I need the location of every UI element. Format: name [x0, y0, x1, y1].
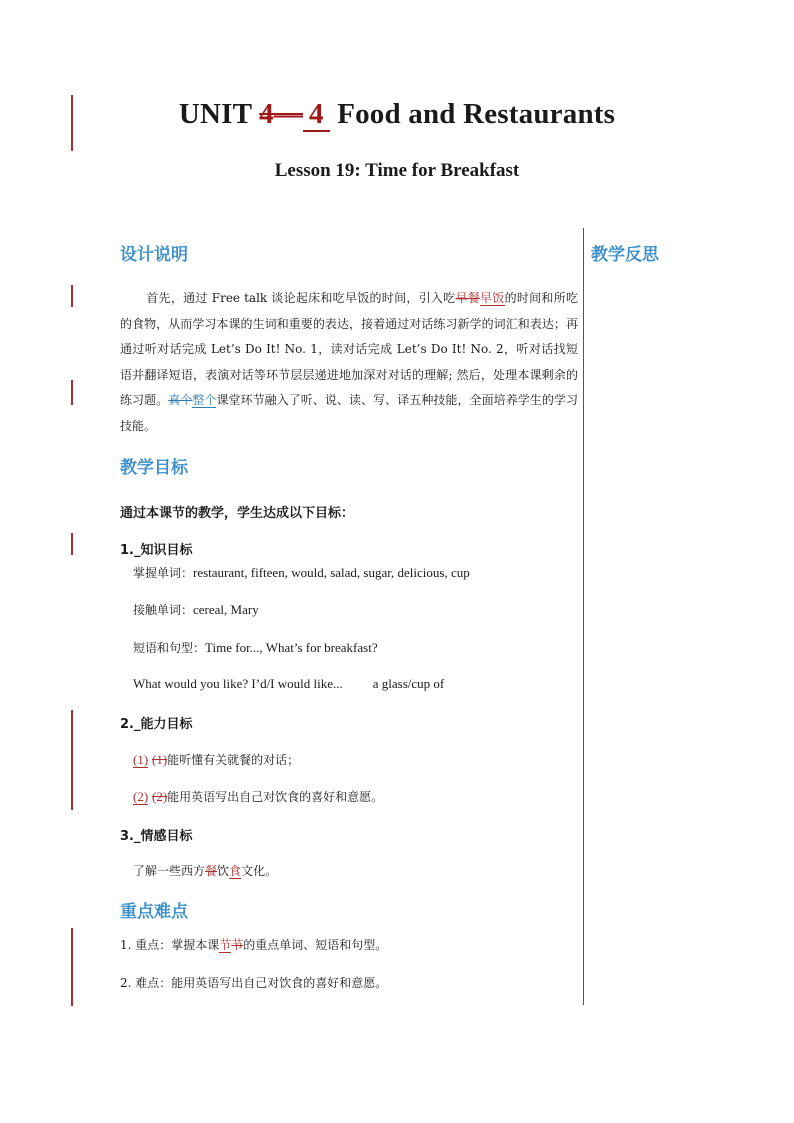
key-point-2: 2. 难点：能用英语写出自己对饮食的喜好和意愿。 [120, 976, 388, 990]
knowledge-title: 1._知识目标 [120, 543, 193, 558]
emotion-text-2: 饮 [217, 864, 230, 878]
emotion-text-3: 文化。 [241, 864, 278, 878]
unit-number-inserted: 4 [303, 98, 330, 132]
inserted-text: 整个 [192, 393, 217, 407]
design-text-1: 首先，通过 Free talk 谈论起床和吃早饭的时间，引入吃 [146, 291, 456, 305]
ability-title: 2._能力目标 [120, 717, 193, 732]
change-bar [71, 928, 73, 1006]
unit-prefix: UNIT [178, 98, 252, 130]
deleted-text: 餐 [205, 864, 218, 878]
goals-heading: 教学目标 [120, 458, 188, 478]
emotion-text-1: 了解一些西方 [133, 864, 206, 878]
master-words: restaurant, fifteen, would, salad, sugar, delicious, cup [193, 565, 470, 580]
design-text-2: 的时间和所吃的食物，从而学习本课的生词和重要的表达，接着通过对话练习新学的词汇和表达；再通过听对话完成 Let’s Do It! No. 1，读对话完成 Let’s Do It! No. 2，听对话找短语并翻译短语，表演对话等环节层层递进地加深对对话的理解; 然后，处理本课剩余的练习题。 [120, 291, 578, 407]
inserted-text: 食 [229, 864, 242, 878]
key-point-1-prefix: 1. 重点：掌握本课 [120, 938, 220, 952]
key-point-1-suffix: 的重点单词、短语和句型。 [243, 938, 388, 952]
inserted-text: 节 [219, 938, 232, 952]
emotion-line [133, 862, 277, 879]
design-paragraph [120, 286, 578, 439]
ability-item-1-text: 能听懂有关就餐的对话； [167, 753, 300, 767]
goals-intro: 通过本课节的教学，学生达成以下目标： [120, 506, 355, 521]
design-text-3: 课堂环节融入了听、说、读、写、译五种技能，全面培养学生的学习技能。 [120, 393, 578, 433]
ability-item-2 [133, 788, 383, 805]
column-divider [583, 228, 584, 1005]
emotion-title: 3._情感目标 [120, 829, 193, 844]
change-bar [71, 285, 73, 307]
ability-item-1 [133, 751, 299, 768]
deleted-text: 真个 [168, 393, 193, 407]
inserted-text: 早饭 [480, 291, 505, 305]
key-heading: 重点难点 [120, 902, 188, 922]
phrase-text-2: What would you like? I’d/I would like... [133, 676, 343, 691]
phrase-text-2b: a glass/cup of [372, 676, 445, 691]
unit-number [259, 98, 337, 132]
phrase-line-2 [133, 676, 444, 692]
item-number-inserted: (2) [133, 789, 149, 804]
master-label: 掌握单词： [133, 566, 194, 580]
deleted-text: 节 [231, 938, 244, 952]
contact-words-line [133, 601, 259, 618]
master-words-line [133, 564, 470, 581]
unit-title: Food and Restaurants [337, 98, 616, 130]
contact-words: cereal, Mary [193, 602, 259, 617]
reflection-heading: 教学反思 [591, 245, 659, 265]
phrase-line [133, 639, 378, 656]
change-bar [71, 380, 73, 405]
phrase-text: Time for..., What’s for breakfast? [205, 640, 378, 655]
page-title [0, 98, 794, 131]
unit-number-struck: 4— [259, 98, 304, 130]
phrase-label: 短语和句型： [133, 641, 206, 655]
item-number-deleted: (1) [152, 752, 168, 767]
design-heading: 设计说明 [120, 245, 188, 265]
item-number-inserted: (1) [133, 752, 149, 767]
deleted-text: 早餐 [455, 291, 481, 305]
item-number-deleted: (2) [152, 789, 168, 804]
key-point-1 [120, 936, 387, 953]
change-bar [71, 710, 73, 810]
ability-item-2-text: 能用英语写出自己对饮食的喜好和意愿。 [167, 790, 384, 804]
lesson-title: Lesson 19: Time for Breakfast [274, 160, 520, 181]
contact-label: 接触单词： [133, 603, 194, 617]
change-bar [71, 533, 73, 555]
